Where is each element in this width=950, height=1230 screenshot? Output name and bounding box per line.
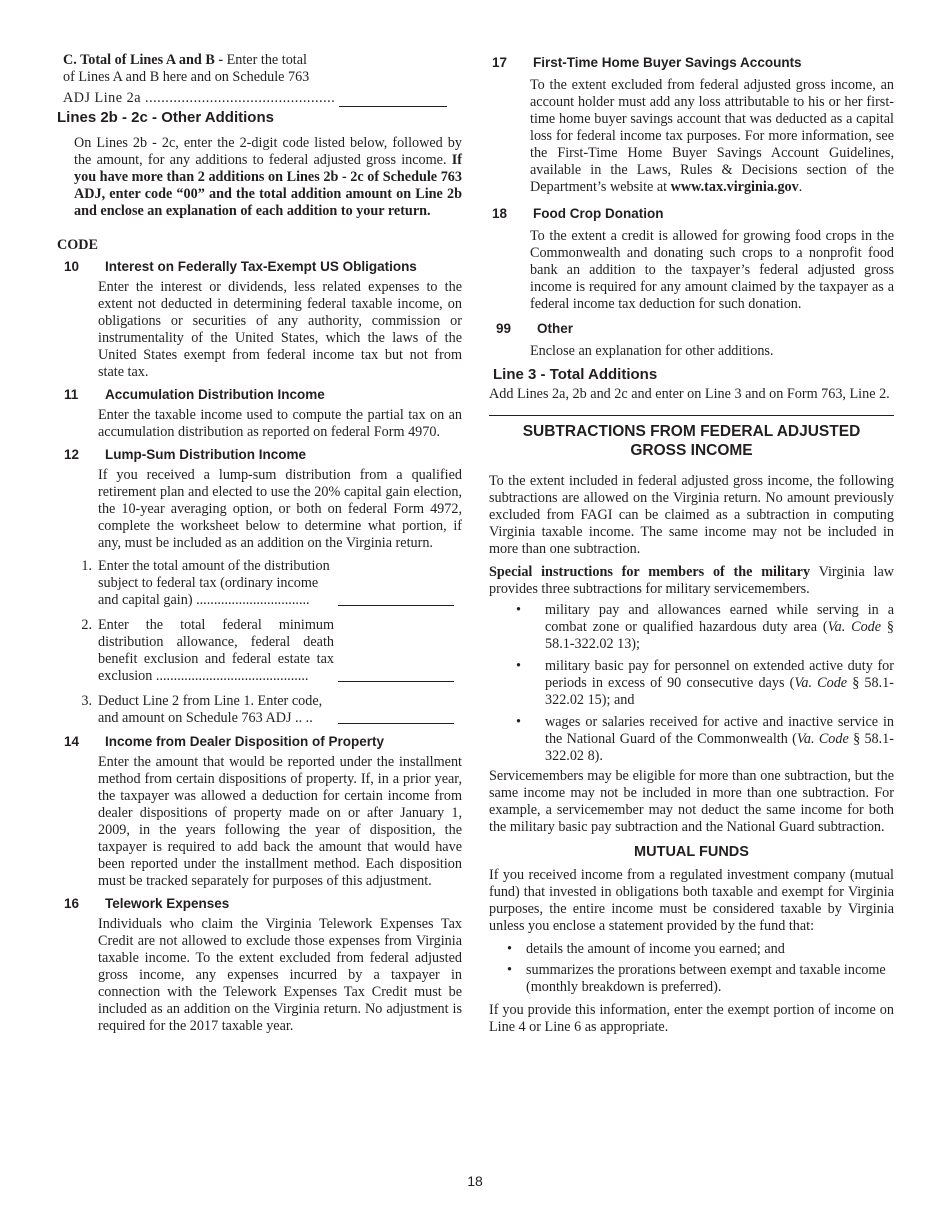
section-divider	[489, 415, 894, 416]
worksheet-line-1: 1. Enter the total amount of the distribution subject to federal tax (ordinary income and capital gain) ................................	[57, 558, 462, 609]
page-number: 18	[467, 1173, 483, 1189]
mutual-funds-body: If you received income from a regulated investment company (mutual fund) that invested in obligations both taxable and exempt for Virginia purposes, the entire income must be considered taxable by Virginia unless you enclose a statement provided by the fund that:	[489, 867, 894, 934]
subtractions-intro: To the extent included in federal adjusted gross income, the following subtractions are allowed on the Virginia return. No amount previously excluded from FAGI can be claimed as a subtraction in computing Virginia taxable income. The same income may not be included in more than one subtraction.	[489, 473, 894, 557]
code-number: 99	[496, 321, 512, 336]
right-column	[489, 55, 894, 1036]
item-10: 10 Interest on Federally Tax-Exempt US Obligations Enter the interest or dividends, less related expenses to the extent not deducted in determining federal taxable income, on obligations or securities of any authority, commission or instrumentality of the United States, which the laws of the United States exempt from federal income tax but not from state tax.	[57, 259, 462, 381]
line-c-amount-blank	[339, 94, 447, 107]
left-column	[57, 52, 462, 1035]
bullet-icon: •	[516, 658, 521, 674]
code-number: 11	[64, 387, 79, 402]
worksheet-line-3: 3. Deduct Line 2 from Line 1. Enter code, and amount on Schedule 763 ADJ .. ..	[57, 693, 462, 727]
military-instructions: Special instructions for members of the military Virginia law provides three subtractions for military servicemembers.	[489, 564, 894, 597]
item-14: 14 Income from Dealer Disposition of Property Enter the amount that would be reported under the installment method from certain dispositions of property. If, in a prior year, the taxpayer was allowed a deduction for certain income from dealer dispositions of property made on or after January 1, 2009, in the years following the year of disposition, the taxpayer is required to add back the amount that would have been reported under the installment method. Each disposition must be tracked separately for purposes of this adjustment.	[57, 734, 462, 890]
worksheet-line-1-blank	[338, 558, 454, 609]
item-title: Other	[537, 321, 574, 336]
item-title: Telework Expenses	[105, 896, 230, 911]
list-item: • wages or salaries received for active and inactive service in the National Guard of the Commonwealth (Va. Code § 58.1-322.02 8).	[516, 714, 894, 764]
lines-2b-2c-intro: On Lines 2b - 2c, enter the 2-digit code listed below, followed by the amount, for any additions to federal adjusted gross income. If you have more than 2 additions on Lines 2b - 2c of Schedule 763 ADJ, enter code “00” and the total addition amount on Line 2b and enclose an explanation of each addition to your return.	[74, 135, 462, 219]
item-title: Interest on Federally Tax-Exempt US Obligations	[105, 259, 417, 274]
item-12: 12 Lump-Sum Distribution Income If you received a lump-sum distribution from a qualified retirement plan and elected to use the 20% capital gain election, the 10-year averaging option, or both on federal Form 4972, complete the worksheet below to determine what portion, if any, must be included as an addition on the Virginia return. 1. Enter the total amount of the distribution subject to federal tax (ordinary income and capital gain) ................................ 2. Enter the total federal minimum distribution allowance, federal death benefit exclusion and federal estate tax exclusion ........................................... 3. Deduct Line 2 from Line 1. Enter code, and amount on Schedule 763 ADJ .. ..	[57, 447, 462, 727]
code-number: 12	[64, 447, 80, 462]
line-c-bold: C. Total of Lines A and B -	[63, 52, 224, 68]
item-title: First-Time Home Buyer Savings Accounts	[533, 55, 802, 70]
list-item: • military basic pay for personnel on extended active duty for periods in excess of 90 consecutive days (Va. Code § 58.1-322.02 15); and	[516, 658, 894, 708]
list-item: • details the amount of income you earned; and	[507, 941, 785, 957]
code-number: 10	[64, 259, 80, 274]
item-title: Lump-Sum Distribution Income	[105, 447, 306, 462]
mutual-funds-heading: MUTUAL FUNDS	[634, 844, 749, 860]
item-title: Food Crop Donation	[533, 206, 664, 221]
website-link[interactable]: www.tax.virginia.gov	[670, 179, 799, 195]
code-number: 14	[64, 734, 80, 749]
bullet-icon: •	[516, 714, 521, 730]
item-18: 18 Food Crop Donation To the extent a credit is allowed for growing food crops in the Commonwealth and donating such crops to a nonprofit food bank an addition to the taxpayer’s federal adjusted gross income is required for any amount claimed by the taxpayer as a federal income tax deduction for such donation.	[489, 206, 894, 313]
code-number: 17	[492, 55, 508, 70]
military-subtraction-list	[489, 602, 894, 765]
code-number: 18	[492, 206, 508, 221]
servicemember-note: Servicemembers may be eligible for more than one subtraction, but the same income may not be included in more than one subtraction. For example, a servicemember may not deduct the same income for both the military basic pay subtraction and the National Guard subtraction.	[489, 768, 894, 835]
lines-2b-2c-heading: Lines 2b - 2c - Other Additions	[57, 109, 274, 126]
bullet-icon: •	[507, 962, 512, 978]
item-title: Income from Dealer Disposition of Property	[105, 734, 385, 749]
subtractions-heading: SUBTRACTIONS FROM FEDERAL ADJUSTED GROSS INCOME	[522, 423, 861, 459]
mutual-funds-closing: If you provide this information, enter the exempt portion of income on Line 4 or Line 6 as appropriate.	[489, 1002, 894, 1035]
worksheet-line-2-blank	[338, 617, 454, 685]
list-item: • military pay and allowances earned while serving in a combat zone or qualified hazardous duty area (Va. Code § 58.1-322.02 13);	[516, 602, 894, 652]
worksheet-line-2: 2. Enter the total federal minimum distribution allowance, federal death benefit exclusion and federal estate tax exclusion ...........................................	[57, 617, 462, 685]
worksheet	[57, 558, 462, 727]
list-item: • summarizes the prorations between exempt and taxable income (monthly breakdown is preferred).	[507, 962, 886, 995]
line-3-body: Add Lines 2a, 2b and 2c and enter on Line 3 and on Form 763, Line 2.	[489, 386, 890, 402]
item-99: 99 Other Enclose an explanation for other additions.	[489, 321, 894, 360]
item-16: 16 Telework Expenses Individuals who claim the Virginia Telework Expenses Tax Credit are not allowed to exclude those expenses from Virginia taxable income. To the extent excluded from federal adjusted gross income, any expenses incurred by a taxpayer in connection with the Telework Expenses Tax Credit must be included as an addition on the Virginia return. No adjustment is required for the 2017 taxable year.	[57, 896, 462, 1035]
code-label: CODE	[57, 237, 98, 253]
bullet-icon: •	[507, 941, 512, 957]
worksheet-line-3-blank	[338, 693, 454, 727]
bullet-icon: •	[516, 602, 521, 618]
item-17: 17 First-Time Home Buyer Savings Accounts To the extent excluded from federal adjusted gross income, an account holder must add any loss attributable to his or her first-time home buyer savings account that was deducted as a capital loss for federal income tax purposes. For more information, see the First-Time Home Buyer Savings Account Guidelines, available in the Laws, Rules & Decisions section of the Department’s website at www.tax.virginia.gov.	[489, 55, 894, 196]
code-number: 16	[64, 896, 80, 911]
line-c-block: C. Total of Lines A and B - Enter the total of Lines A and B here and on Schedule 763 ADJ Line 2a ...............................................	[63, 52, 462, 107]
item-11: 11 Accumulation Distribution Income Enter the taxable income used to compute the partial tax on an accumulation distribution as reported on federal Form 4970.	[57, 387, 462, 441]
item-title: Accumulation Distribution Income	[105, 387, 325, 402]
mutual-funds-list	[489, 941, 894, 996]
line-3-heading: Line 3 - Total Additions	[493, 366, 658, 383]
